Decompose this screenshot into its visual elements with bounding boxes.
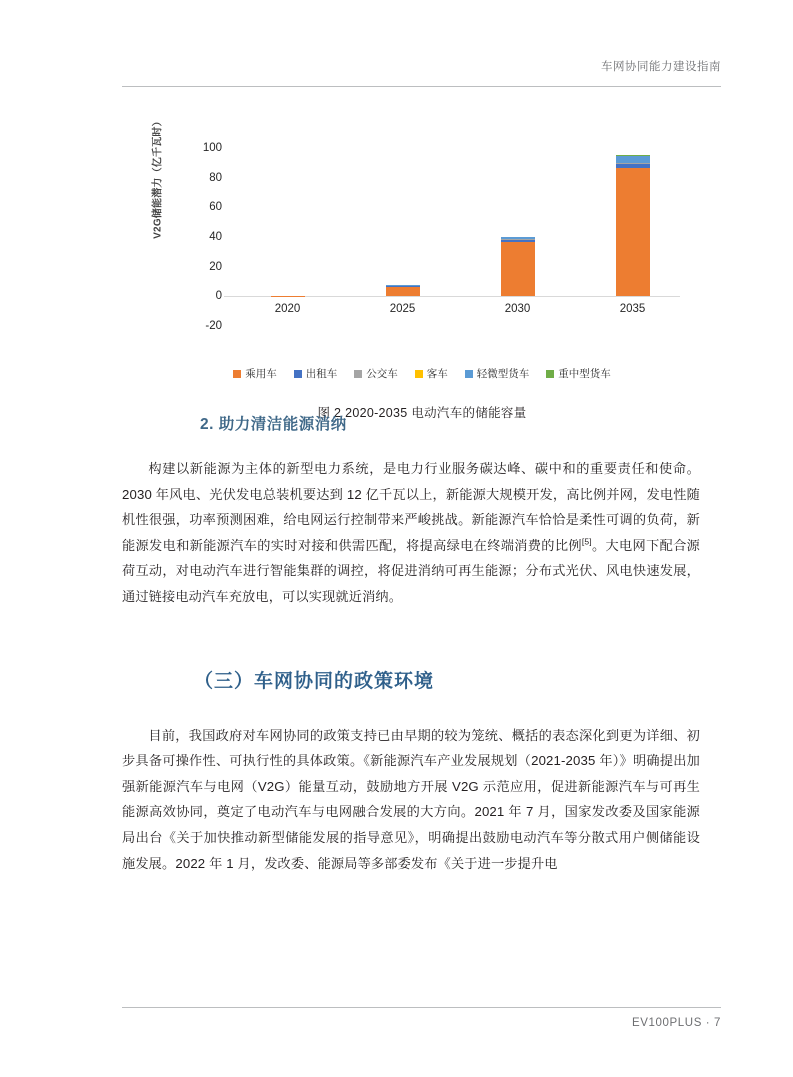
paragraph-clean-energy <box>122 456 700 610</box>
chart-y-tick: 20 <box>209 260 222 273</box>
figure-2 <box>122 116 722 421</box>
chart-y-tick: 80 <box>209 171 222 184</box>
footnote-marker-5: [5] <box>581 536 592 547</box>
chart-legend-label: 公交车 <box>366 368 398 380</box>
chart-legend-label: 轻微型货车 <box>476 368 530 380</box>
chart-legend-item <box>354 366 398 381</box>
page-content <box>122 412 700 876</box>
chart-x-tick: 2025 <box>389 303 416 316</box>
chart-legend-label: 出租车 <box>305 368 338 380</box>
chart-legend-label: 客车 <box>426 368 448 380</box>
chart-y-tick: 100 <box>202 142 222 154</box>
chart-legend-item <box>415 366 448 381</box>
chart-bar-slot <box>575 148 690 326</box>
stacked-bar-chart <box>122 116 722 360</box>
chart-x-tick: 2035 <box>619 303 646 316</box>
chart-legend-swatch <box>415 370 423 378</box>
chart-y-axis-label: V2G储能潜力（亿千瓦时） <box>152 116 164 239</box>
chart-legend-label: 乘用车 <box>245 368 277 380</box>
figure-caption: 图 2 2020-2035 电动汽车的储能容量 <box>317 406 527 420</box>
chart-bar-segment <box>386 287 420 296</box>
chart-legend-swatch <box>465 370 473 378</box>
chart-legend-swatch <box>354 370 362 378</box>
chart-bar-stack <box>386 285 420 296</box>
chart-y-tick: 60 <box>209 201 222 214</box>
chart-y-tick: -20 <box>205 320 222 332</box>
paragraph-clean-energy-part2: 。大电网下配合源荷互动，对电动汽车进行智能集群的调控，将促进消纳可再生能源；分布式光伏、风电快速发展，通过链接电动汽车充放电，可以实现就近消纳。 <box>122 537 700 604</box>
chart-plot-area <box>202 142 690 332</box>
chart-x-tick: 2020 <box>274 303 301 316</box>
page-footer <box>0 1007 793 1037</box>
paragraph-clean-energy-part1: 构建以新能源为主体的新型电力系统，是电力行业服务碳达峰、碳中和的重要责任和使命。2030 年风电、光伏发电总装机要达到 12 亿千瓦以上，新能源大规模开发，高比例并网，发电性随机性很强，功率预测困难，给电网运行控制带来严峻挑战。新能源汽车恰恰是柔性可调的负荷，新能源发电和新能源汽车的实时对接和供需匹配，将提高绿电在终端消费的比例 <box>122 461 700 553</box>
chart-bar-slot <box>460 148 575 326</box>
chart-bars <box>230 148 690 326</box>
chart-legend-swatch <box>546 370 554 378</box>
chart-y-tick: 40 <box>209 231 222 243</box>
chart-legend-label: 重中型货车 <box>558 368 611 380</box>
chart-bar-slot <box>230 148 345 326</box>
running-head-divider <box>122 86 721 87</box>
chart-bar-segment <box>501 242 535 297</box>
chart-bar-segment <box>616 168 650 296</box>
chart-legend-item <box>546 366 611 381</box>
chart-legend-item <box>465 366 530 381</box>
footer-divider <box>122 1007 721 1008</box>
chart-bar-stack <box>501 237 535 297</box>
chart-bar-slot <box>345 148 460 326</box>
running-head-title: 车网协同能力建设指南 <box>601 61 721 73</box>
section-heading-policy: （三）车网协同的政策环境 <box>194 670 435 692</box>
chart-y-tick: 0 <box>215 290 222 303</box>
chart-x-tick: 2030 <box>504 303 531 316</box>
chart-bar-stack <box>271 296 305 297</box>
footer-page-label: EV100PLUS · 7 <box>632 1017 721 1029</box>
chart-legend-item <box>233 366 277 381</box>
running-head <box>0 58 793 88</box>
chart-legend-swatch <box>294 370 302 378</box>
chart-legend <box>122 366 722 381</box>
chart-legend-swatch <box>233 370 241 378</box>
paragraph-policy: 目前，我国政府对车网协同的政策支持已由早期的较为笼统、概括的表态深化到更为详细、初步具备可操作性、可执行性的具体政策。《新能源汽车产业发展规划（2021-2035 年）》明确提出加强新能源汽车与电网（V2G）能量互动，鼓励地方开展 V2G 示范应用，促进新能源汽车与可再生能源高效协同，奠定了电动汽车与电网融合发展的大方向。2021 年 7 月，国家发改委及国家能源局出台《关于加快推动新型储能发展的指导意见》，明确提出鼓励电动汽车等分散式用户侧储能设施发展。2022 年 1 月，发改委、能源局等多部委发布《关于进一步提升电 <box>122 727 700 871</box>
chart-bar-stack <box>616 155 650 296</box>
chart-legend-item <box>294 366 338 381</box>
section-heading-clean-energy: 2. 助力清洁能源消纳 <box>200 416 347 433</box>
